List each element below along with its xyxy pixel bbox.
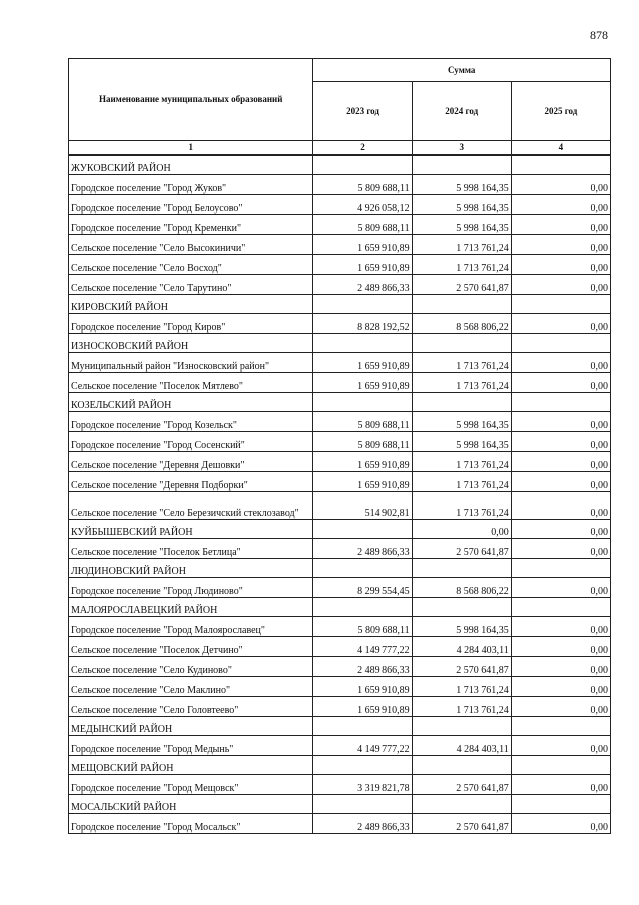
settlement-name: Сельское поселение "Деревня Подборки" [69,472,313,492]
amount-2024 [412,393,511,412]
amount-2025: 0,00 [511,697,610,717]
district-name: МАЛОЯРОСЛАВЕЦКИЙ РАЙОН [69,598,313,617]
amount-2024: 5 998 164,35 [412,432,511,452]
amount-2024: 1 713 761,24 [412,472,511,492]
column-number: 4 [511,141,610,156]
amount-2025: 0,00 [511,617,610,637]
amount-2023 [313,559,412,578]
amount-2025 [511,393,610,412]
amount-2025: 0,00 [511,472,610,492]
amount-2023: 5 809 688,11 [313,432,412,452]
amount-2023 [313,795,412,814]
amount-2024: 4 284 403,11 [412,637,511,657]
amount-2023: 1 659 910,89 [313,697,412,717]
header-year-2024: 2024 год [412,82,511,141]
table-row [69,492,611,520]
amount-2024: 1 713 761,24 [412,452,511,472]
amount-2025: 0,00 [511,520,610,539]
amount-2024 [412,717,511,736]
table-row [69,637,611,657]
header-year-2023: 2023 год [313,82,412,141]
table-row [69,677,611,697]
table-row [69,472,611,492]
amount-2023 [313,393,412,412]
amount-2025: 0,00 [511,775,610,795]
amount-2024: 1 713 761,24 [412,353,511,373]
settlement-name: Городское поселение "Город Малоярославец" [69,617,313,637]
amount-2025: 0,00 [511,215,610,235]
amount-2023: 2 489 866,33 [313,814,412,834]
amount-2023: 514 902,81 [313,492,412,520]
settlement-name: Сельское поселение "Село Тарутино" [69,275,313,295]
amount-2023: 1 659 910,89 [313,235,412,255]
amount-2023: 4 926 058,12 [313,195,412,215]
amount-2025: 0,00 [511,412,610,432]
table-row [69,353,611,373]
amount-2024 [412,756,511,775]
header-sum: Сумма [313,59,611,82]
amount-2024: 8 568 806,22 [412,578,511,598]
amount-2023 [313,520,412,539]
amount-2025: 0,00 [511,255,610,275]
district-row [69,393,611,412]
amount-2023 [313,334,412,353]
district-name: МОСАЛЬСКИЙ РАЙОН [69,795,313,814]
district-row [69,155,611,175]
table-row [69,617,611,637]
amount-2023: 2 489 866,33 [313,657,412,677]
settlement-name: Муниципальный район "Износковский район" [69,353,313,373]
amount-2023: 4 149 777,22 [313,736,412,756]
amount-2024 [412,334,511,353]
amount-2025: 0,00 [511,492,610,520]
amount-2023: 5 809 688,11 [313,175,412,195]
amount-2024: 2 570 641,87 [412,657,511,677]
table-row [69,314,611,334]
table-row [69,736,611,756]
table-row [69,657,611,677]
amount-2023: 5 809 688,11 [313,617,412,637]
column-number: 2 [313,141,412,156]
district-row [69,756,611,775]
amount-2024: 5 998 164,35 [412,617,511,637]
table-row [69,775,611,795]
district-row [69,520,611,539]
settlement-name: Городское поселение "Город Людиново" [69,578,313,598]
table-row [69,175,611,195]
amount-2023: 1 659 910,89 [313,677,412,697]
amount-2025: 0,00 [511,657,610,677]
amount-2023 [313,295,412,314]
district-row [69,334,611,353]
amount-2023: 8 299 554,45 [313,578,412,598]
table-row [69,235,611,255]
settlement-name: Сельское поселение "Село Кудиново" [69,657,313,677]
amount-2024: 2 570 641,87 [412,814,511,834]
settlement-name: Городское поселение "Город Сосенский" [69,432,313,452]
settlement-name: Сельское поселение "Поселок Бетлица" [69,539,313,559]
amount-2025 [511,155,610,175]
budget-table [68,58,611,834]
amount-2023: 1 659 910,89 [313,353,412,373]
district-row [69,598,611,617]
amount-2023: 1 659 910,89 [313,255,412,275]
amount-2025: 0,00 [511,578,610,598]
amount-2025 [511,756,610,775]
amount-2024 [412,598,511,617]
table-row [69,697,611,717]
header-year-2025: 2025 год [511,82,610,141]
page-number: 878 [590,28,608,42]
amount-2024 [412,295,511,314]
table-row [69,373,611,393]
settlement-name: Сельское поселение "Село Березичский стеклозавод" [69,492,313,520]
amount-2025 [511,598,610,617]
amount-2023: 5 809 688,11 [313,412,412,432]
settlement-name: Городское поселение "Город Белоусово" [69,195,313,215]
table-row [69,275,611,295]
amount-2025: 0,00 [511,677,610,697]
amount-2024: 1 713 761,24 [412,255,511,275]
settlement-name: Городское поселение "Город Медынь" [69,736,313,756]
settlement-name: Городское поселение "Город Мосальск" [69,814,313,834]
settlement-name: Городское поселение "Город Мещовск" [69,775,313,795]
table-row [69,432,611,452]
amount-2024: 5 998 164,35 [412,215,511,235]
district-name: КУЙБЫШЕВСКИЙ РАЙОН [69,520,313,539]
settlement-name: Городское поселение "Город Козельск" [69,412,313,432]
amount-2025: 0,00 [511,175,610,195]
settlement-name: Сельское поселение "Село Высокиничи" [69,235,313,255]
district-name: МЕЩОВСКИЙ РАЙОН [69,756,313,775]
amount-2024: 1 713 761,24 [412,373,511,393]
amount-2023: 4 149 777,22 [313,637,412,657]
amount-2024: 1 713 761,24 [412,677,511,697]
table-row [69,215,611,235]
table-row [69,814,611,834]
amount-2024: 5 998 164,35 [412,175,511,195]
amount-2025: 0,00 [511,814,610,834]
table-row [69,578,611,598]
amount-2025: 0,00 [511,637,610,657]
settlement-name: Сельское поселение "Село Головтеево" [69,697,313,717]
amount-2024 [412,155,511,175]
amount-2025: 0,00 [511,452,610,472]
district-row [69,795,611,814]
table-body [69,155,611,834]
table-row [69,539,611,559]
settlement-name: Сельское поселение "Село Маклино" [69,677,313,697]
amount-2025: 0,00 [511,275,610,295]
amount-2023: 1 659 910,89 [313,472,412,492]
district-row [69,295,611,314]
district-row [69,559,611,578]
amount-2023 [313,717,412,736]
settlement-name: Сельское поселение "Поселок Детчино" [69,637,313,657]
settlement-name: Городское поселение "Город Кременки" [69,215,313,235]
amount-2023 [313,598,412,617]
amount-2025: 0,00 [511,235,610,255]
settlement-name: Городское поселение "Город Киров" [69,314,313,334]
district-name: КОЗЕЛЬСКИЙ РАЙОН [69,393,313,412]
amount-2025 [511,334,610,353]
amount-2023 [313,756,412,775]
table-row [69,412,611,432]
amount-2024: 5 998 164,35 [412,195,511,215]
column-number: 3 [412,141,511,156]
header-name-column: Наименование муниципальных образований [69,59,313,141]
amount-2024: 2 570 641,87 [412,775,511,795]
amount-2023: 1 659 910,89 [313,373,412,393]
amount-2025: 0,00 [511,432,610,452]
district-name: МЕДЫНСКИЙ РАЙОН [69,717,313,736]
district-row [69,717,611,736]
table-row [69,195,611,215]
amount-2025 [511,795,610,814]
settlement-name: Сельское поселение "Деревня Дешовки" [69,452,313,472]
table-row [69,452,611,472]
amount-2025: 0,00 [511,539,610,559]
settlement-name: Городское поселение "Город Жуков" [69,175,313,195]
amount-2025: 0,00 [511,373,610,393]
amount-2025 [511,559,610,578]
amount-2023: 2 489 866,33 [313,539,412,559]
amount-2023: 3 319 821,78 [313,775,412,795]
amount-2024: 0,00 [412,520,511,539]
settlement-name: Сельское поселение "Поселок Мятлево" [69,373,313,393]
amount-2025 [511,717,610,736]
amount-2025: 0,00 [511,195,610,215]
amount-2023: 1 659 910,89 [313,452,412,472]
amount-2024: 2 570 641,87 [412,539,511,559]
amount-2023: 2 489 866,33 [313,275,412,295]
amount-2025 [511,295,610,314]
amount-2025: 0,00 [511,314,610,334]
district-name: ЛЮДИНОВСКИЙ РАЙОН [69,559,313,578]
settlement-name: Сельское поселение "Село Восход" [69,255,313,275]
column-number: 1 [69,141,313,156]
amount-2024: 5 998 164,35 [412,412,511,432]
amount-2025: 0,00 [511,353,610,373]
amount-2024 [412,559,511,578]
amount-2024: 4 284 403,11 [412,736,511,756]
amount-2023: 5 809 688,11 [313,215,412,235]
table-row [69,255,611,275]
amount-2024: 1 713 761,24 [412,492,511,520]
amount-2024: 1 713 761,24 [412,697,511,717]
amount-2023: 8 828 192,52 [313,314,412,334]
amount-2024: 8 568 806,22 [412,314,511,334]
amount-2024: 2 570 641,87 [412,275,511,295]
amount-2024 [412,795,511,814]
amount-2023 [313,155,412,175]
amount-2025: 0,00 [511,736,610,756]
district-name: КИРОВСКИЙ РАЙОН [69,295,313,314]
district-name: ЖУКОВСКИЙ РАЙОН [69,155,313,175]
district-name: ИЗНОСКОВСКИЙ РАЙОН [69,334,313,353]
amount-2024: 1 713 761,24 [412,235,511,255]
